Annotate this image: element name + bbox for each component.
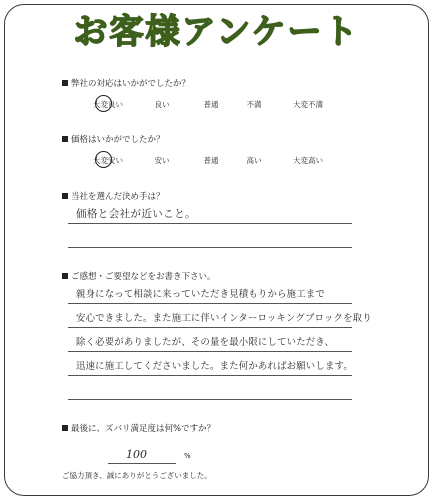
question-price — [62, 133, 165, 145]
question-comments-label: ご感想・ご要望などをお書き下さい。 — [71, 272, 216, 282]
price-option-2[interactable]: 安い — [154, 156, 170, 165]
selection-circle — [95, 151, 112, 168]
bullet-square-icon — [62, 136, 68, 142]
service-option-4[interactable]: 不満 — [246, 100, 262, 109]
satisfaction-line — [108, 463, 176, 464]
question-reason-label: 当社を選んだ決め手は？ — [71, 192, 165, 202]
bullet-square-icon — [62, 273, 68, 279]
price-option-5[interactable]: 大変高い — [293, 156, 323, 165]
price-option-4[interactable]: 高い — [246, 156, 262, 165]
bullet-square-icon — [62, 425, 68, 431]
answer-line — [68, 223, 352, 224]
question-service — [62, 77, 190, 89]
price-option-3[interactable]: 普通 — [203, 156, 219, 165]
answer-line — [68, 247, 352, 248]
price-option-1[interactable]: 大変安い — [93, 156, 123, 165]
service-option-2[interactable]: 良い — [154, 100, 170, 109]
service-option-1[interactable]: 大変良い — [93, 100, 123, 109]
bullet-square-icon — [62, 80, 68, 86]
price-options — [0, 155, 433, 167]
service-option-3[interactable]: 普通 — [203, 100, 219, 109]
question-price-label: 価格はいかがでしたか？ — [71, 135, 165, 145]
thank-you-note: ご協力頂き、誠にありがとうございました。 — [62, 471, 212, 480]
comment-line-1: 親身になって相談に来っていただき見積もりから施工まで — [76, 289, 325, 300]
page-title: お客様アンケート — [73, 12, 360, 52]
answer-line — [68, 327, 352, 328]
comment-line-4: 迅速に施工してくださいました。また何かあればお願いします。 — [76, 361, 353, 372]
percent-unit: % — [184, 452, 191, 460]
answer-line — [68, 375, 352, 376]
question-satisfaction-label: 最後に、ズバリ満足度は何%ですか？ — [71, 424, 216, 434]
question-service-label: 弊社の対応はいかがでしたか？ — [71, 79, 191, 89]
answer-line — [68, 351, 352, 352]
service-option-5[interactable]: 大変不満 — [293, 100, 323, 109]
service-options — [0, 99, 433, 111]
answer-line — [68, 399, 352, 400]
question-comments — [62, 270, 216, 282]
comment-line-2: 安心できました。また施工に伴いインターロッキングブロックを取り — [76, 313, 372, 324]
bullet-square-icon — [62, 193, 68, 199]
question-satisfaction — [62, 422, 215, 434]
selection-circle — [95, 95, 112, 112]
reason-answer: 価格と会社が近いこと。 — [76, 208, 196, 220]
answer-line — [68, 303, 352, 304]
comment-line-3: 除く必要がありましたが、その量を最小限にしていただき、 — [76, 337, 335, 348]
question-reason — [62, 190, 165, 202]
satisfaction-value: 100 — [126, 448, 147, 461]
